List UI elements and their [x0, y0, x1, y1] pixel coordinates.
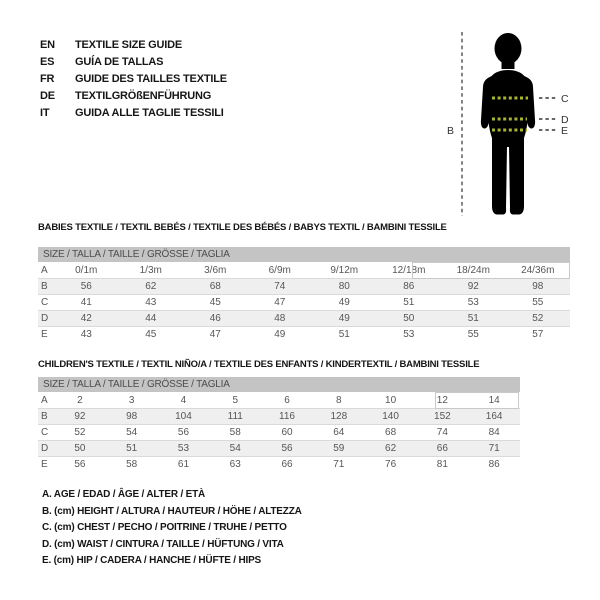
- lang-code-es: ES: [40, 55, 55, 68]
- size-cell: 47: [274, 297, 286, 308]
- size-cell: 54: [126, 427, 138, 438]
- lang-title-it: GUIDA ALLE TAGLIE TESSILI: [75, 106, 224, 119]
- size-cell: 81: [436, 459, 448, 470]
- table-row: [38, 456, 520, 472]
- children-size-table: [38, 377, 520, 472]
- size-cell: 164: [485, 411, 503, 422]
- size-cell: 55: [467, 329, 479, 340]
- size-cell: 51: [403, 297, 415, 308]
- size-cell: 68: [209, 281, 221, 292]
- size-cell: 42: [80, 313, 92, 324]
- babies-section-title: BABIES TEXTILE / TEXTIL BEBÉS / TEXTILE DES BÉBÉS / BABYS TEXTIL / BAMBINI TESSILE: [38, 222, 447, 233]
- size-cell: 86: [488, 459, 500, 470]
- size-cell: 55: [532, 297, 544, 308]
- size-cell: 43: [145, 297, 157, 308]
- size-cell: 14: [488, 394, 500, 406]
- size-cell: 51: [338, 329, 350, 340]
- size-cell: 98: [532, 281, 544, 292]
- size-cell: 59: [333, 443, 345, 454]
- size-cell: 66: [436, 443, 448, 454]
- legend-line-chest: C. (cm) CHEST / PECHO / POITRINE / TRUHE / PETTO: [42, 522, 287, 533]
- size-cell: 64: [333, 427, 345, 438]
- measurement-legend: [42, 487, 302, 570]
- lang-row-de: [40, 87, 227, 104]
- table-row: [38, 294, 570, 310]
- lang-code-fr: FR: [40, 72, 55, 85]
- size-cell: 62: [145, 281, 157, 292]
- babies-size-table: [38, 247, 570, 342]
- lang-title-fr: GUIDE DES TAILLES TEXTILE: [75, 72, 227, 85]
- hip-label-e: E: [561, 125, 569, 137]
- table-row: [38, 408, 520, 424]
- size-cell: 45: [209, 297, 221, 308]
- size-cell: 4: [180, 394, 187, 406]
- lang-title-de: TEXTILGRÖßENFÜHRUNG: [75, 89, 212, 102]
- child-silhouette-icon: [440, 20, 590, 225]
- table-row: [38, 278, 570, 294]
- size-cell: 60: [281, 427, 293, 438]
- size-cell: 48: [274, 313, 286, 324]
- size-cell: 50: [74, 443, 86, 454]
- size-cell: 58: [126, 459, 138, 470]
- size-cell: 56: [80, 281, 92, 292]
- lang-code-de: DE: [40, 89, 55, 102]
- size-cell: 56: [177, 427, 190, 438]
- size-cell: 53: [177, 443, 190, 454]
- size-cell: 80: [338, 281, 350, 292]
- child-measurement-figure: [440, 20, 590, 225]
- size-cell: 2: [77, 394, 83, 406]
- lang-title-en: TEXTILE SIZE GUIDE: [75, 38, 183, 51]
- legend-line-height: B. (cm) HEIGHT / ALTURA / HAUTEUR / HÖHE / ALTEZZA: [42, 505, 302, 517]
- size-cell: 76: [385, 459, 397, 470]
- size-cell: 49: [338, 297, 350, 308]
- size-cell: 5: [232, 394, 239, 406]
- table-row: [38, 310, 570, 326]
- size-cell: 18/24m: [456, 264, 490, 276]
- height-label-b: B: [447, 125, 455, 137]
- size-cell: 56: [281, 443, 293, 454]
- size-cell: 61: [177, 459, 190, 470]
- row-label: A: [41, 394, 48, 406]
- size-cell: 71: [333, 459, 345, 470]
- size-cell: 86: [403, 281, 415, 292]
- size-cell: 71: [488, 443, 500, 454]
- row-label: B: [41, 411, 48, 422]
- row-label: C: [41, 427, 49, 438]
- size-cell: 74: [274, 281, 286, 292]
- size-cell: 56: [74, 459, 86, 470]
- row-label: A: [41, 264, 48, 276]
- size-cell: 104: [175, 411, 192, 422]
- children-table-header: SIZE / TALLA / TAILLE / GRÖSSE / TAGLIA: [38, 377, 520, 392]
- language-title-list: [40, 36, 227, 121]
- size-cell: 92: [74, 411, 86, 422]
- row-label: E: [41, 329, 48, 340]
- size-cell: 8: [336, 394, 342, 406]
- lang-row-it: [40, 104, 227, 121]
- row-label: D: [41, 443, 49, 454]
- size-cell: 3/6m: [204, 264, 227, 276]
- babies-table-header: SIZE / TALLA / TAILLE / GRÖSSE / TAGLIA: [38, 247, 570, 262]
- size-cell: 41: [80, 297, 92, 308]
- size-cell: 10: [385, 394, 397, 406]
- size-cell: 50: [403, 313, 415, 324]
- row-label: B: [41, 281, 48, 292]
- size-cell: 6/9m: [268, 264, 291, 276]
- size-cell: 68: [385, 427, 397, 438]
- size-cell: 53: [467, 297, 479, 308]
- waist-label-d: D: [561, 114, 569, 126]
- size-cell: 12: [436, 394, 448, 406]
- row-label: D: [41, 313, 49, 324]
- size-cell: 66: [281, 459, 293, 470]
- size-cell: 63: [229, 459, 241, 470]
- size-cell: 46: [209, 313, 221, 324]
- size-cell: 44: [145, 313, 157, 324]
- silhouette-shape: [481, 33, 535, 215]
- lang-row-en: [40, 36, 227, 53]
- size-cell: 6: [284, 394, 290, 406]
- lang-title-es: GUÍA DE TALLAS: [75, 55, 164, 68]
- size-cell: 51: [467, 313, 479, 324]
- children-section-title: CHILDREN'S TEXTILE / TEXTIL NIÑO/A / TEXTILE DES ENFANTS / KINDERTEXTIL / BAMBINI TESSILE: [38, 359, 480, 370]
- size-cell: 51: [126, 443, 138, 454]
- size-cell: 49: [274, 329, 286, 340]
- table-row: [38, 440, 520, 456]
- table-row: [38, 262, 570, 278]
- size-cell: 0/1m: [75, 264, 98, 276]
- size-cell: 49: [338, 313, 350, 324]
- size-cell: 98: [126, 411, 138, 422]
- legend-line-age: A. AGE / EDAD / ÂGE / ALTER / ETÀ: [42, 489, 206, 500]
- babies-table-body: [38, 262, 570, 342]
- chest-label-c: C: [561, 93, 569, 105]
- size-cell: 52: [74, 427, 86, 438]
- size-cell: 12/18m: [392, 264, 426, 276]
- children-table-body: [38, 392, 520, 472]
- table-row: [38, 392, 520, 408]
- lang-row-fr: [40, 70, 227, 87]
- size-cell: 128: [330, 411, 348, 422]
- legend-line-waist: D. (cm) WAIST / CINTURA / TAILLE / HÜFTUNG / VITA: [42, 538, 284, 550]
- size-cell: 43: [80, 329, 92, 340]
- size-cell: 152: [434, 411, 451, 422]
- size-cell: 140: [382, 411, 399, 422]
- size-cell: 84: [488, 427, 500, 438]
- legend-line-hip: E. (cm) HIP / CADERA / HANCHE / HÜFTE / HIPS: [42, 555, 262, 566]
- size-cell: 92: [467, 281, 479, 292]
- size-cell: 74: [436, 427, 448, 438]
- size-cell: 24/36m: [521, 264, 555, 276]
- size-cell: 111: [227, 411, 243, 422]
- size-cell: 116: [279, 411, 295, 422]
- size-cell: 3: [128, 394, 135, 406]
- size-cell: 62: [385, 443, 397, 454]
- table-row: [38, 424, 520, 440]
- size-cell: 53: [403, 329, 415, 340]
- size-cell: 47: [209, 329, 221, 340]
- size-cell: 1/3m: [139, 264, 162, 276]
- row-label: E: [41, 459, 48, 470]
- size-cell: 57: [532, 329, 544, 340]
- lang-code-en: EN: [40, 38, 55, 51]
- lang-row-es: [40, 53, 227, 70]
- size-cell: 54: [229, 443, 241, 454]
- table-row: [38, 326, 570, 342]
- size-cell: 52: [532, 313, 544, 324]
- size-cell: 45: [145, 329, 157, 340]
- size-cell: 9/12m: [330, 264, 359, 276]
- lang-code-it: IT: [40, 106, 50, 119]
- size-cell: 58: [229, 427, 241, 438]
- row-label: C: [41, 297, 49, 308]
